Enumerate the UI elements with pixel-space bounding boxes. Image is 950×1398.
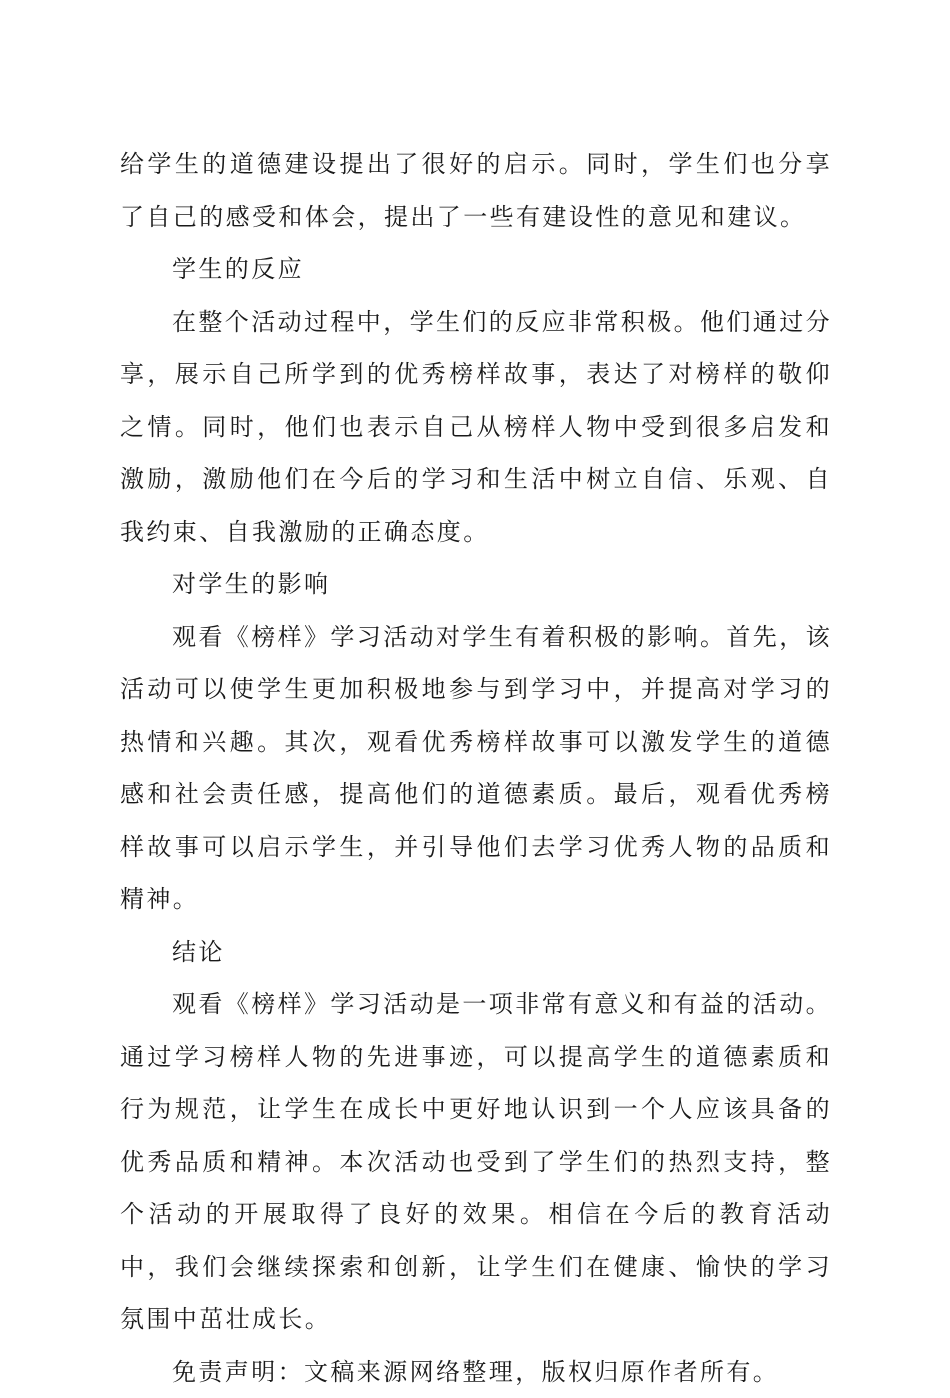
disclaimer: 免责声明：文稿来源网络整理，版权归原作者所有。 [120, 1346, 832, 1398]
paragraph-conclusion: 观看《榜样》学习活动是一项非常有意义和有益的活动。通过学习榜样人物的先进事迹，可以提高学生的道德素质和行为规范，让学生在成长中更好地认识到一个人应该具备的优秀品质和精神。本次活动也受到了学生们的热烈支持，整个活动的开展取得了良好的效果。相信在今后的教育活动中，我们会继续探索和创新，让学生们在健康、愉快的学习氛围中茁壮成长。 [120, 978, 832, 1346]
paragraph-impact: 观看《榜样》学习活动对学生有着积极的影响。首先，该活动可以使学生更加积极地参与到学习中，并提高对学习的热情和兴趣。其次，观看优秀榜样故事可以激发学生的道德感和社会责任感，提高他们的道德素质。最后，观看优秀榜样故事可以启示学生，并引导他们去学习优秀人物的品质和精神。 [120, 611, 832, 926]
section-heading-conclusion: 结论 [120, 926, 832, 979]
document-body [120, 138, 832, 1398]
paragraph-student-reaction: 在整个活动过程中，学生们的反应非常积极。他们通过分享，展示自己所学到的优秀榜样故事，表达了对榜样的敬仰之情。同时，他们也表示自己从榜样人物中受到很多启发和激励，激励他们在今后的学习和生活中树立自信、乐观、自我约束、自我激励的正确态度。 [120, 296, 832, 559]
section-heading-student-reaction: 学生的反应 [120, 243, 832, 296]
paragraph-intro-continued: 给学生的道德建设提出了很好的启示。同时，学生们也分享了自己的感受和体会，提出了一些有建设性的意见和建议。 [120, 138, 832, 243]
section-heading-impact: 对学生的影响 [120, 558, 832, 611]
